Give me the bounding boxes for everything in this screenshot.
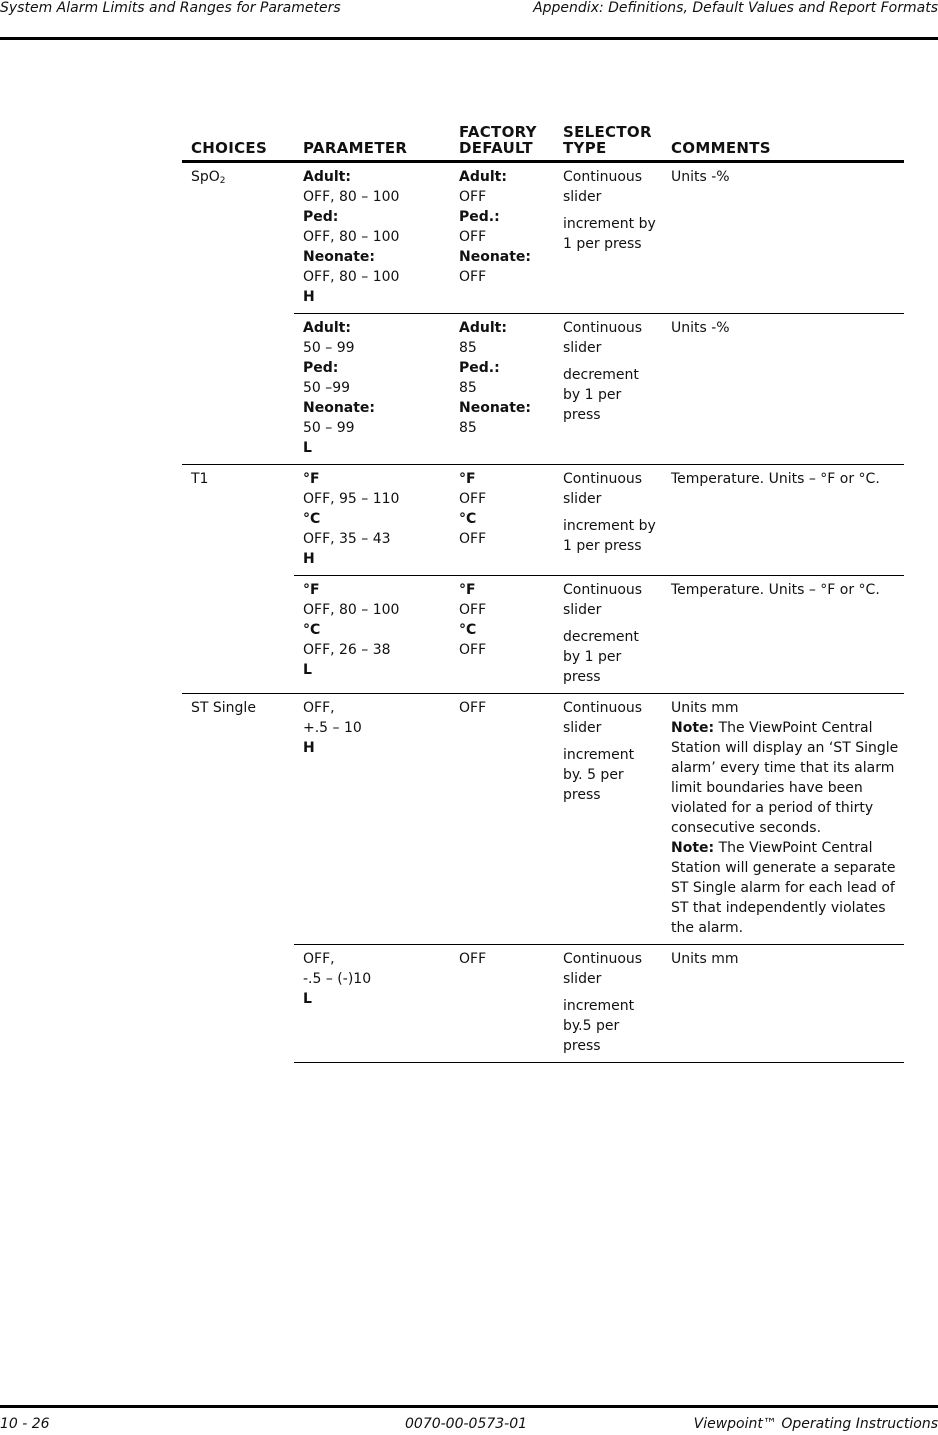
param-range: OFF, 80 – 100 (303, 189, 400, 205)
default-unit: °F (459, 582, 476, 598)
note-text: The ViewPoint Central Station will display an ‘ST Single alarm’ every time that its alarm limit boundaries have been violated for a period of thirty consecutive seconds. (671, 720, 899, 836)
comment-units: Units mm (671, 700, 739, 716)
choice-cell: T1 (182, 465, 294, 694)
param-range: OFF, 80 – 100 (303, 229, 400, 245)
param-limit-type: H (303, 289, 315, 305)
selector-type: Continuous slider (563, 700, 643, 736)
default-cell (450, 576, 554, 694)
selector-step: increment by. 5 per press (563, 747, 635, 803)
default-cell: OFF (450, 945, 554, 1063)
default-label: Adult: (459, 320, 507, 336)
manual-title: Viewpoint™ Operating Instructions (693, 1416, 938, 1432)
default-value: OFF (459, 269, 487, 285)
param-unit: °C (303, 511, 321, 527)
parameter-cell (294, 465, 450, 576)
param-label: Adult: (303, 320, 351, 336)
comment-cell: Units -% (671, 169, 730, 185)
choice-cell (182, 162, 294, 465)
note-label: Note: (671, 840, 715, 856)
parameter-cell (294, 945, 450, 1063)
param-value: OFF, (303, 951, 335, 967)
default-cell (450, 314, 554, 465)
table-row (182, 162, 904, 314)
default-label: Adult: (459, 169, 507, 185)
param-unit: °F (303, 582, 320, 598)
selector-step: increment by 1 per press (563, 518, 656, 554)
default-value: OFF (459, 602, 487, 618)
parameter-cell (294, 694, 450, 945)
param-label: Neonate: (303, 400, 376, 416)
page-footer (0, 1405, 938, 1435)
selector-step: increment by 1 per press (563, 216, 656, 252)
table-row (182, 694, 904, 945)
param-label: Adult: (303, 169, 351, 185)
param-label: Ped: (303, 209, 339, 225)
parameter-cell (294, 314, 450, 465)
selector-type: Continuous slider (563, 951, 643, 987)
selector-cell (554, 162, 662, 314)
param-limit-type: L (303, 991, 312, 1007)
choice-label: SpO (191, 169, 220, 185)
comment-cell: Temperature. Units – °F or °C. (662, 576, 904, 694)
comment-cell: Units mm (662, 945, 904, 1063)
default-label: Ped.: (459, 209, 500, 225)
default-value: OFF (459, 229, 487, 245)
param-range: OFF, 95 – 110 (303, 491, 400, 507)
alarm-limits-table (182, 120, 904, 1063)
selector-cell (554, 576, 662, 694)
col-header-parameter: PARAMETER (294, 120, 450, 162)
param-limit-type: L (303, 440, 312, 456)
default-value: OFF (459, 189, 487, 205)
choice-cell: ST Single (182, 694, 294, 1063)
param-range: OFF, 80 – 100 (303, 269, 400, 285)
default-value: 85 (459, 340, 477, 356)
default-cell (450, 162, 554, 314)
document-number: 0070-00-0573-01 (405, 1416, 528, 1432)
default-value: 85 (459, 420, 477, 436)
param-range: OFF, 35 – 43 (303, 531, 391, 547)
table-header-row (182, 120, 904, 162)
param-range: +.5 – 10 (303, 720, 362, 736)
default-value: OFF (459, 642, 487, 658)
selector-cell (554, 465, 662, 576)
default-label: Ped.: (459, 360, 500, 376)
selector-step: increment by.5 per press (563, 998, 635, 1054)
header-section-title: System Alarm Limits and Ranges for Parameters (0, 0, 341, 16)
default-cell (450, 465, 554, 576)
selector-step: decrement by 1 per press (563, 367, 639, 423)
param-range: OFF, 80 – 100 (303, 602, 400, 618)
selector-type: Continuous slider (563, 169, 643, 205)
selector-type: Continuous slider (563, 320, 643, 356)
selector-type: Continuous slider (563, 471, 643, 507)
param-limit-type: L (303, 662, 312, 678)
selector-cell (554, 314, 662, 465)
param-unit: °F (303, 471, 320, 487)
note-label: Note: (671, 720, 715, 736)
default-unit: °C (459, 511, 477, 527)
param-range: 50 – 99 (303, 340, 355, 356)
default-unit: °C (459, 622, 477, 638)
param-limit-type: H (303, 551, 315, 567)
param-range: 50 – 99 (303, 420, 355, 436)
page-number: 10 - 26 (0, 1416, 50, 1432)
param-range: -.5 – (-)10 (303, 971, 372, 987)
table-row (182, 465, 904, 576)
header-chapter-title: Appendix: Definitions, Default Values and Report Formats (533, 0, 938, 16)
comment-cell (662, 694, 904, 945)
default-value: 85 (459, 380, 477, 396)
comment-cell: Temperature. Units – °F or °C. (662, 465, 904, 576)
selector-type: Continuous slider (563, 582, 643, 618)
default-label: Neonate: (459, 249, 532, 265)
default-value: OFF (459, 531, 487, 547)
param-limit-type: H (303, 740, 315, 756)
param-unit: °C (303, 622, 321, 638)
param-value: OFF, (303, 700, 335, 716)
param-label: Ped: (303, 360, 339, 376)
col-header-selector-type: SELECTOR TYPE (554, 120, 662, 162)
default-value: OFF (459, 491, 487, 507)
param-label: Neonate: (303, 249, 376, 265)
selector-cell (554, 694, 662, 945)
selector-step: decrement by 1 per press (563, 629, 639, 685)
col-header-choices: CHOICES (182, 120, 294, 162)
selector-cell (554, 945, 662, 1063)
parameter-cell (294, 576, 450, 694)
choice-subscript: 2 (219, 176, 226, 186)
default-label: Neonate: (459, 400, 532, 416)
note-text: The ViewPoint Central Station will generate a separate ST Single alarm for each lead of ST that independently violates the alarm. (671, 840, 896, 936)
parameter-cell (294, 162, 450, 314)
col-header-comments: COMMENTS (662, 120, 904, 162)
default-cell: OFF (450, 694, 554, 945)
default-unit: °F (459, 471, 476, 487)
param-range: OFF, 26 – 38 (303, 642, 391, 658)
param-range: 50 –99 (303, 380, 351, 396)
comment-cell: Units -% (662, 314, 904, 465)
col-header-factory-default: FACTORY DEFAULT (450, 120, 554, 162)
page-header (0, 0, 938, 40)
